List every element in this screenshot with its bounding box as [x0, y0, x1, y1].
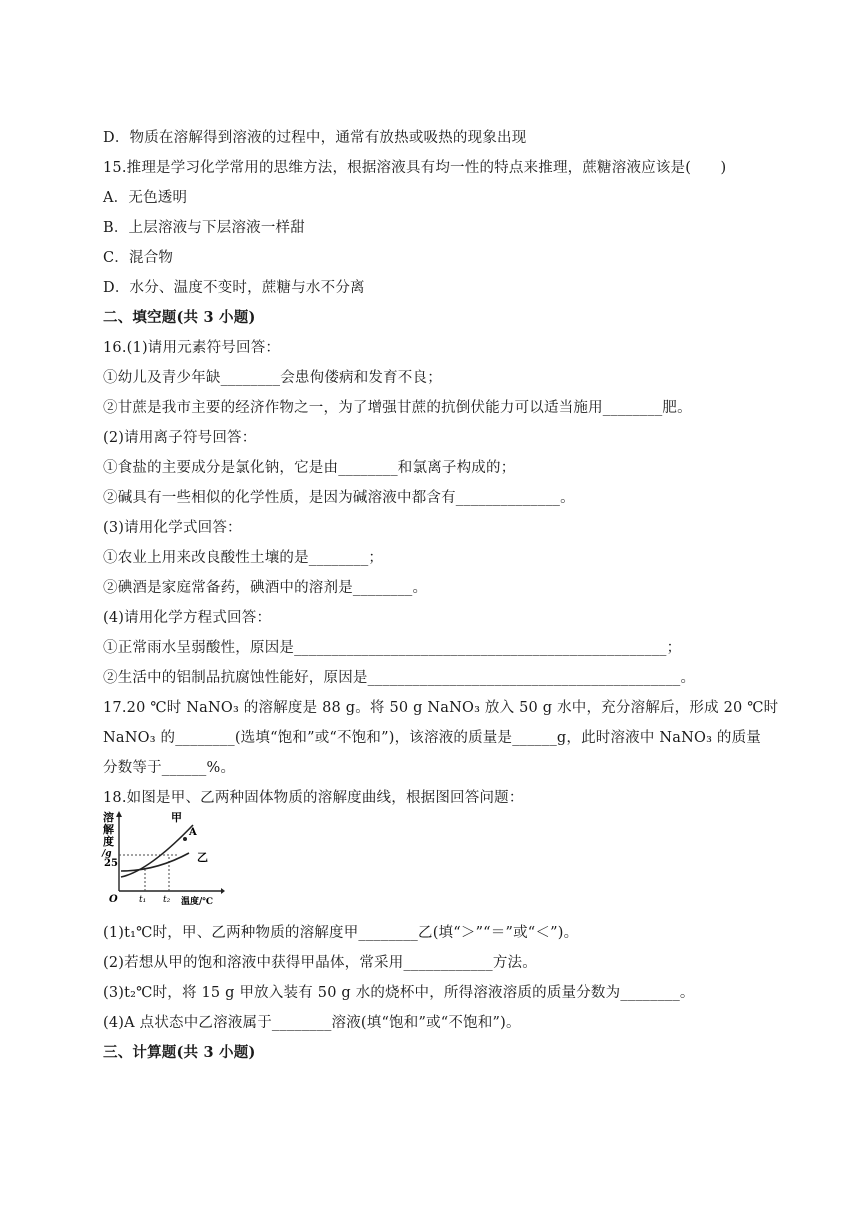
- question-16-item: ①食盐的主要成分是氯化钠，它是由________和氯离子构成的；: [103, 460, 516, 476]
- y-axis-label: 度: [103, 835, 114, 848]
- y-tick-label: 25: [104, 858, 118, 869]
- x-axis-label: 温度/℃: [181, 897, 214, 905]
- question-16-item: ②生活中的铝制品抗腐蚀性能好，原因是__________________________________________。: [103, 670, 696, 686]
- point-label-a: A: [189, 827, 197, 838]
- y-axis-label: 溶: [103, 811, 114, 824]
- question-16-item: ②碘酒是家庭常备药，碘酒中的溶剂是________。: [103, 580, 428, 596]
- option-c-q15: C．混合物: [103, 250, 174, 266]
- x-tick-t2: t₂: [163, 895, 171, 905]
- option-a-q15: A．无色透明: [103, 190, 188, 206]
- question-16-item: ②甘蔗是我市主要的经济作物之一，为了增强甘蔗的抗倒伏能力可以适当施用________肥。: [103, 400, 692, 416]
- question-16-item: ①农业上用来改良酸性土壤的是________；: [103, 550, 384, 566]
- y-axis-unit: /g: [102, 849, 112, 859]
- curve-jia: [121, 825, 193, 877]
- question-18-part2: (2)若想从甲的饱和溶液中获得甲晶体，常采用____________方法。: [103, 955, 537, 971]
- option-d-q15: D．水分、温度不变时，蔗糖与水不分离: [103, 280, 365, 296]
- question-16-item: ①正常雨水呈弱酸性，原因是__________________________________________________；: [103, 640, 682, 656]
- question-18: 18.如图是甲、乙两种固体物质的溶解度曲线，根据图回答问题：: [103, 790, 524, 806]
- section-heading-calc: 三、计算题(共 3 小题): [103, 1044, 256, 1061]
- question-15: 15.推理是学习化学常用的思维方法，根据溶液具有均一性的特点来推理，蔗糖溶液应该是( ): [103, 160, 727, 176]
- x-axis-arrow-icon: [221, 888, 225, 894]
- question-17-cont: 分数等于______%。: [103, 760, 236, 776]
- y-axis-label: 解: [103, 823, 114, 836]
- question-16-part4: (4)请用化学方程式回答：: [103, 610, 272, 626]
- solubility-curve-figure: [101, 809, 225, 905]
- question-18-part1: (1)t₁℃时，甲、乙两种物质的溶解度甲________乙(填“＞”“＝”或“＜”)。: [103, 925, 579, 941]
- origin-label: O: [109, 894, 118, 905]
- question-16-part1: 16.(1)请用元素符号回答：: [103, 340, 281, 356]
- curve-label-jia: 甲: [171, 811, 182, 824]
- y-axis-arrow-icon: [116, 811, 122, 817]
- curve-label-yi: 乙: [197, 851, 208, 864]
- question-17-cont: NaNO₃ 的________(选填“饱和”或“不饱和”)，该溶液的质量是______g，此时溶液中 NaNO₃ 的质量: [103, 730, 762, 746]
- curve-yi: [121, 853, 189, 871]
- option-b-q15: B．上层溶液与下层溶液一样甜: [103, 220, 305, 236]
- question-16-item: ②碱具有一些相似的化学性质，是因为碱溶液中都含有______________。: [103, 490, 575, 506]
- question-17: 17.20 ℃时 NaNO₃ 的溶解度是 88 g。将 50 g NaNO₃ 放入 50 g 水中，充分溶解后，形成 20 ℃时: [103, 700, 779, 716]
- option-d-q14: D．物质在溶解得到溶液的过程中，通常有放热或吸热的现象出现: [103, 130, 527, 146]
- x-tick-t1: t₁: [139, 895, 147, 905]
- section-heading-fill: 二、填空题(共 3 小题): [103, 309, 256, 326]
- question-18-part3: (3)t₂℃时，将 15 g 甲放入装有 50 g 水的烧杯中，所得溶液溶质的质量分数为________。: [103, 985, 695, 1001]
- point-a: [183, 837, 187, 841]
- question-16-item: ①幼儿及青少年缺________会患佝偻病和发育不良；: [103, 370, 442, 386]
- question-18-part4: (4)A 点状态中乙溶液属于________溶液(填“饱和”或“不饱和”)。: [103, 1015, 521, 1031]
- question-16-part2: (2)请用离子符号回答：: [103, 430, 257, 446]
- question-16-part3: (3)请用化学式回答：: [103, 520, 242, 536]
